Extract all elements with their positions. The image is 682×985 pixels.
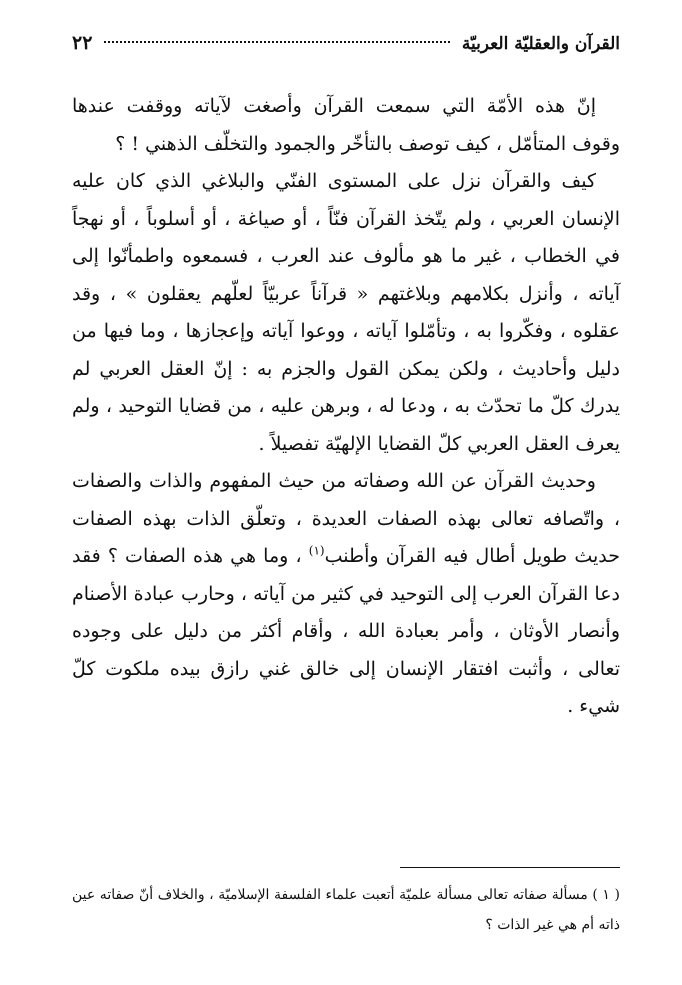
paragraph-3-start: وحديث القرآن عن الله وصفاته من حيث المفهوم والذات والصفات ، واتّصافه تعالى بهذه الصفات العديدة ، وتعلّق الذات بهذه الصفات حديث طويل أطال فيه القرآن وأطنب	[72, 470, 620, 567]
body-text	[72, 88, 620, 726]
paragraph-3-end: ، وما هي هذه الصفات ؟ فقد دعا القرآن العرب إلى التوحيد في كثير من آياته ، وحارب عبادة الأصنام وأنصار الأوثان ، وأمر بعبادة الله ، وأقام أكثر من دليل على وجوده تعالى ، وأثبت افتقار الإنسان إلى خالق غني رازق بيده ملكوت كلّ شيء .	[72, 545, 620, 717]
footnote: ( ١ ) مسألة صفاته تعالى مسألة علميّة أتعبت علماء الفلسفة الإسلاميّة ، والخلاف أنّ صفاته عين ذاته أم هي غير الذات ؟	[72, 887, 620, 933]
page-number: ٢٢	[72, 32, 93, 54]
header-dot-leader	[104, 41, 449, 43]
paragraph-2: كيف والقرآن نزل على المستوى الفنّي والبلاغي الذي كان عليه الإنسان العربي ، ولم يتّخذ القرآن فنّاً ، أو صياغة ، أو أسلوباً ، أو نهجاً في الخطاب ، غير ما هو مألوف عند العرب ، فسمعوه واطمأنّوا إلى آياته ، وأنزل بكلامهم وبلاغتهم « قرآناً عربيّاً لعلّهم يعقلون » ، وقد عقلوه ، وفكّروا به ، وتأمّلوا آياته ، ووعوا آياته وإعجازها ، وما فيها من دليل وأحاديث ، ولكن يمكن القول والجزم به : إنّ العقل العربي لم يدرك كلّ ما تحدّث به ، ودعا له ، وبرهن عليه ، من قضايا التوحيد ، ولم يعرف العقل العربي كلّ القضايا الإلهيّة تفصيلاً .	[72, 170, 620, 455]
running-title: القرآن والعقليّة العربيّة	[461, 34, 620, 54]
paragraph-1: إنّ هذه الأمّة التي سمعت القرآن وأصغت لآياته ووقفت عندها وقوف المتأمّل ، كيف توصف بالتأخّر والجمود والتخلّف الذهني ! ؟	[72, 95, 620, 155]
paragraph-3	[72, 463, 620, 726]
footnote-reference[interactable]: (١)	[308, 543, 325, 558]
footnote-separator	[400, 867, 620, 868]
page-header	[72, 30, 620, 60]
